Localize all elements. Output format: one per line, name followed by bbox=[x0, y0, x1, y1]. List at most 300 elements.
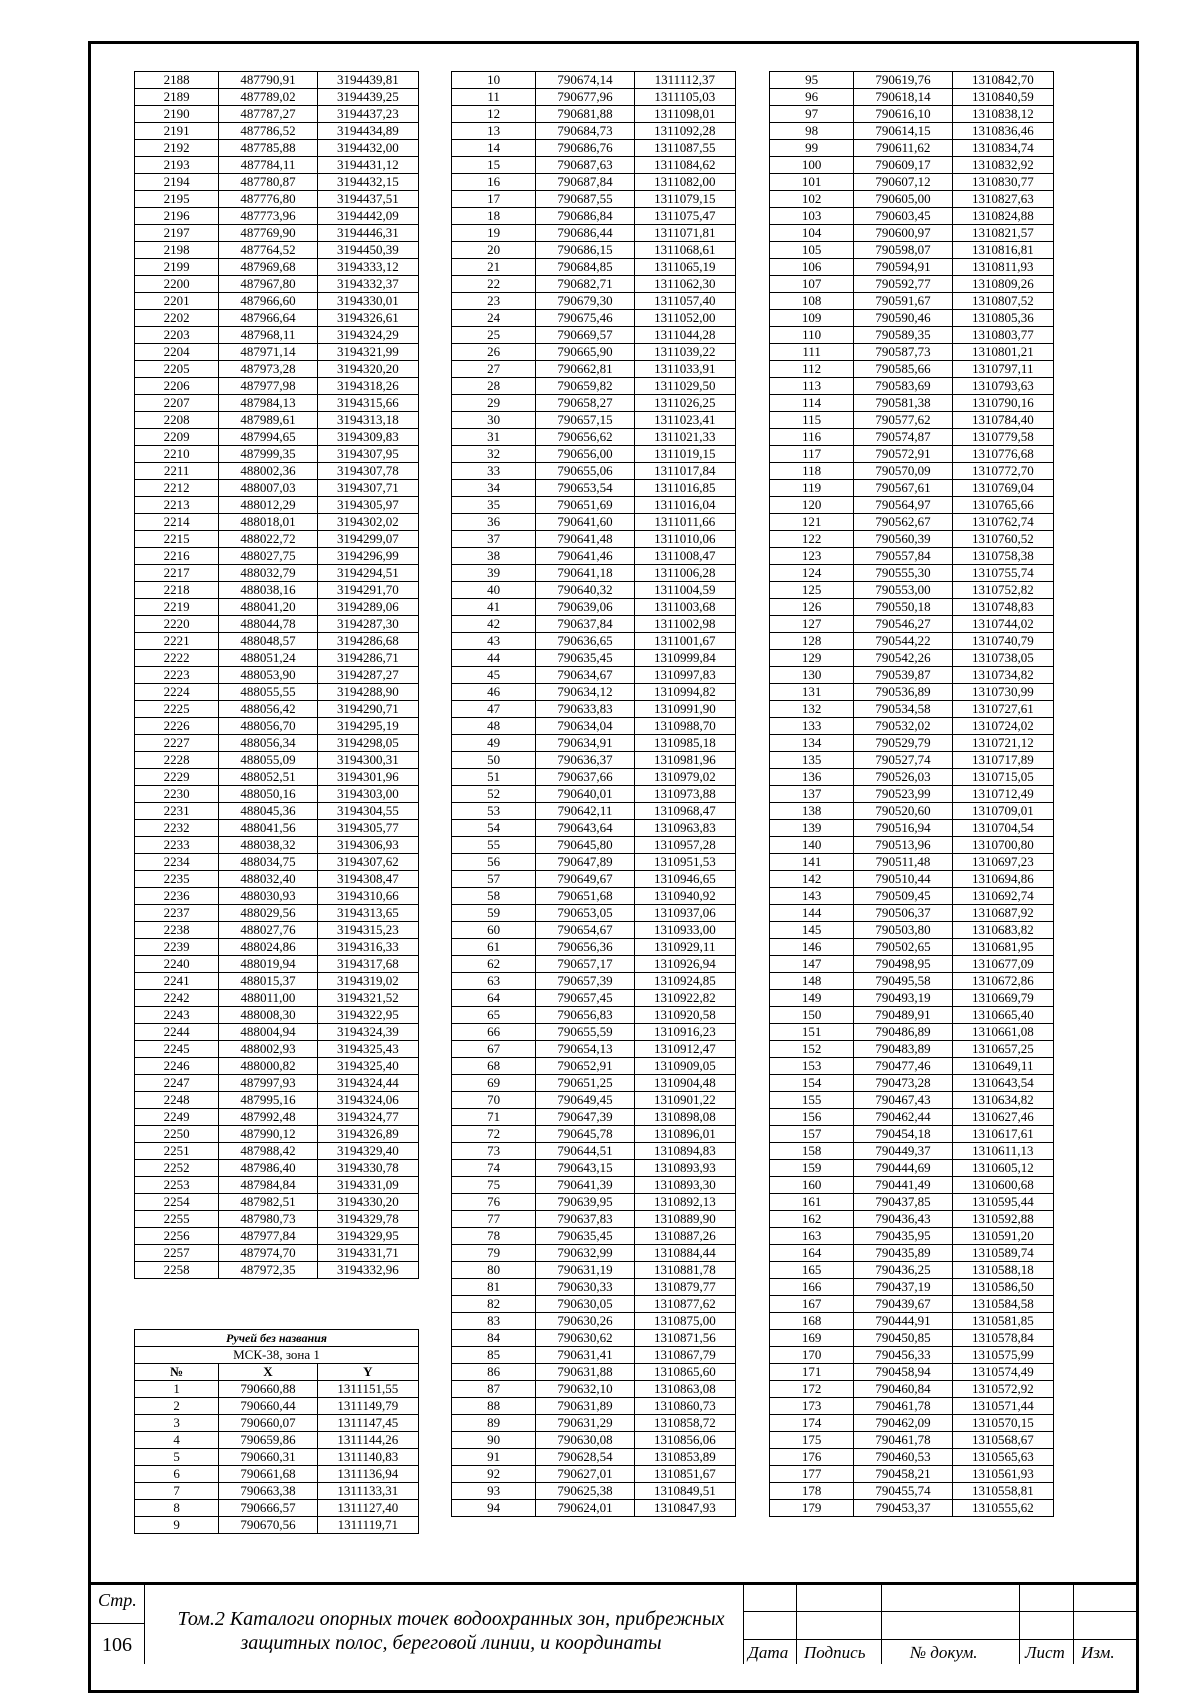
y-coordinate: 1310894,83 bbox=[634, 1143, 735, 1160]
y-coordinate: 3194333,12 bbox=[317, 259, 418, 276]
table-row bbox=[770, 1245, 1054, 1262]
x-coordinate: 487984,84 bbox=[219, 1177, 317, 1194]
x-coordinate: 790657,39 bbox=[536, 973, 634, 990]
table-row bbox=[135, 803, 419, 820]
table-row bbox=[452, 1177, 736, 1194]
x-coordinate: 790560,39 bbox=[854, 531, 952, 548]
point-number: 121 bbox=[770, 514, 854, 531]
point-number: 84 bbox=[452, 1330, 536, 1347]
point-number: 2233 bbox=[135, 837, 219, 854]
x-coordinate: 790436,43 bbox=[854, 1211, 952, 1228]
x-coordinate: 488055,09 bbox=[219, 752, 317, 769]
x-coordinate: 790611,62 bbox=[854, 140, 952, 157]
y-coordinate: 3194324,77 bbox=[317, 1109, 418, 1126]
y-coordinate: 3194450,39 bbox=[317, 242, 418, 259]
point-number: 7 bbox=[135, 1483, 219, 1500]
x-coordinate: 487790,91 bbox=[219, 72, 317, 89]
point-number: 98 bbox=[770, 123, 854, 140]
x-coordinate: 790618,14 bbox=[854, 89, 952, 106]
x-coordinate: 790486,89 bbox=[854, 1024, 952, 1041]
table-row bbox=[770, 429, 1054, 446]
table-row bbox=[770, 72, 1054, 89]
y-coordinate: 3194288,90 bbox=[317, 684, 418, 701]
table-row bbox=[770, 1483, 1054, 1500]
point-number: 90 bbox=[452, 1432, 536, 1449]
point-number: 81 bbox=[452, 1279, 536, 1296]
point-number: 24 bbox=[452, 310, 536, 327]
y-coordinate: 3194320,20 bbox=[317, 361, 418, 378]
y-coordinate: 1311105,03 bbox=[634, 89, 735, 106]
y-coordinate: 1311052,00 bbox=[634, 310, 735, 327]
point-number: 2219 bbox=[135, 599, 219, 616]
point-number: 32 bbox=[452, 446, 536, 463]
table-row bbox=[135, 565, 419, 582]
x-coordinate: 790520,60 bbox=[854, 803, 952, 820]
y-coordinate: 1310904,48 bbox=[634, 1075, 735, 1092]
x-coordinate: 790441,49 bbox=[854, 1177, 952, 1194]
x-coordinate: 790523,99 bbox=[854, 786, 952, 803]
table-row bbox=[135, 327, 419, 344]
table-row bbox=[452, 565, 736, 582]
y-coordinate: 1310863,08 bbox=[634, 1381, 735, 1398]
point-number: 160 bbox=[770, 1177, 854, 1194]
table-row bbox=[770, 548, 1054, 565]
x-coordinate: 790605,00 bbox=[854, 191, 952, 208]
x-coordinate: 790589,35 bbox=[854, 327, 952, 344]
point-number: 126 bbox=[770, 599, 854, 616]
point-number: 20 bbox=[452, 242, 536, 259]
table-row bbox=[452, 276, 736, 293]
point-number: 30 bbox=[452, 412, 536, 429]
point-number: 2190 bbox=[135, 106, 219, 123]
x-coordinate: 790437,19 bbox=[854, 1279, 952, 1296]
y-coordinate: 1311006,28 bbox=[634, 565, 735, 582]
point-number: 2207 bbox=[135, 395, 219, 412]
x-coordinate: 488045,36 bbox=[219, 803, 317, 820]
y-coordinate: 3194303,00 bbox=[317, 786, 418, 803]
point-number: 2221 bbox=[135, 633, 219, 650]
y-coordinate: 1310838,12 bbox=[952, 106, 1053, 123]
x-coordinate: 790513,96 bbox=[854, 837, 952, 854]
y-coordinate: 1311151,55 bbox=[317, 1381, 418, 1398]
y-coordinate: 1310683,82 bbox=[952, 922, 1053, 939]
y-coordinate: 1310985,18 bbox=[634, 735, 735, 752]
point-number: 88 bbox=[452, 1398, 536, 1415]
y-coordinate: 3194324,39 bbox=[317, 1024, 418, 1041]
y-coordinate: 3194316,33 bbox=[317, 939, 418, 956]
y-coordinate: 1311112,37 bbox=[634, 72, 735, 89]
y-coordinate: 1310997,83 bbox=[634, 667, 735, 684]
x-coordinate: 790686,76 bbox=[536, 140, 634, 157]
point-number: 142 bbox=[770, 871, 854, 888]
point-number: 58 bbox=[452, 888, 536, 905]
point-number: 154 bbox=[770, 1075, 854, 1092]
x-coordinate: 488038,16 bbox=[219, 582, 317, 599]
table-row bbox=[770, 786, 1054, 803]
table-row bbox=[770, 412, 1054, 429]
table-row bbox=[452, 140, 736, 157]
x-coordinate: 790458,94 bbox=[854, 1364, 952, 1381]
point-number: 35 bbox=[452, 497, 536, 514]
point-number: 2234 bbox=[135, 854, 219, 871]
point-number: 51 bbox=[452, 769, 536, 786]
y-coordinate: 1310574,49 bbox=[952, 1364, 1053, 1381]
x-coordinate: 487786,52 bbox=[219, 123, 317, 140]
table-row bbox=[770, 191, 1054, 208]
point-number: 12 bbox=[452, 106, 536, 123]
table-row bbox=[135, 123, 419, 140]
y-coordinate: 1310884,44 bbox=[634, 1245, 735, 1262]
point-number: 2205 bbox=[135, 361, 219, 378]
y-coordinate: 1310627,46 bbox=[952, 1109, 1053, 1126]
table-row bbox=[452, 1262, 736, 1279]
point-number: 2238 bbox=[135, 922, 219, 939]
table-row bbox=[452, 616, 736, 633]
point-number: 133 bbox=[770, 718, 854, 735]
y-coordinate: 3194307,62 bbox=[317, 854, 418, 871]
point-number: 2218 bbox=[135, 582, 219, 599]
point-number: 2242 bbox=[135, 990, 219, 1007]
point-number: 2216 bbox=[135, 548, 219, 565]
x-coordinate: 790643,64 bbox=[536, 820, 634, 837]
x-coordinate: 790653,54 bbox=[536, 480, 634, 497]
point-number: 159 bbox=[770, 1160, 854, 1177]
y-coordinate: 1310672,86 bbox=[952, 973, 1053, 990]
table-row bbox=[135, 735, 419, 752]
table-row bbox=[770, 293, 1054, 310]
y-coordinate: 1310816,81 bbox=[952, 242, 1053, 259]
point-number: 93 bbox=[452, 1483, 536, 1500]
point-number: 2194 bbox=[135, 174, 219, 191]
x-coordinate: 790526,03 bbox=[854, 769, 952, 786]
x-coordinate: 790655,59 bbox=[536, 1024, 634, 1041]
x-coordinate: 790687,55 bbox=[536, 191, 634, 208]
point-number: 80 bbox=[452, 1262, 536, 1279]
point-number: 116 bbox=[770, 429, 854, 446]
x-coordinate: 790435,89 bbox=[854, 1245, 952, 1262]
point-number: 2212 bbox=[135, 480, 219, 497]
point-number: 110 bbox=[770, 327, 854, 344]
point-number: 9 bbox=[135, 1517, 219, 1534]
table-row bbox=[770, 140, 1054, 157]
point-number: 2201 bbox=[135, 293, 219, 310]
y-coordinate: 1310946,65 bbox=[634, 871, 735, 888]
x-coordinate: 487789,02 bbox=[219, 89, 317, 106]
table-row bbox=[452, 1194, 736, 1211]
table-row bbox=[135, 361, 419, 378]
y-coordinate: 1310836,46 bbox=[952, 123, 1053, 140]
x-coordinate: 790670,56 bbox=[219, 1517, 317, 1534]
point-number: 75 bbox=[452, 1177, 536, 1194]
y-coordinate: 3194332,96 bbox=[317, 1262, 418, 1279]
y-coordinate: 3194315,66 bbox=[317, 395, 418, 412]
y-coordinate: 3194295,19 bbox=[317, 718, 418, 735]
sheet-label: Лист bbox=[1025, 1643, 1065, 1662]
y-coordinate: 1310575,99 bbox=[952, 1347, 1053, 1364]
point-number: 2256 bbox=[135, 1228, 219, 1245]
y-coordinate: 1311133,31 bbox=[317, 1483, 418, 1500]
point-number: 92 bbox=[452, 1466, 536, 1483]
table-row bbox=[452, 786, 736, 803]
y-coordinate: 1310589,74 bbox=[952, 1245, 1053, 1262]
y-coordinate: 3194310,66 bbox=[317, 888, 418, 905]
table-row bbox=[452, 361, 736, 378]
x-coordinate: 790684,73 bbox=[536, 123, 634, 140]
point-number: 52 bbox=[452, 786, 536, 803]
y-coordinate: 1310847,93 bbox=[634, 1500, 735, 1517]
table-row bbox=[770, 616, 1054, 633]
point-number: 2203 bbox=[135, 327, 219, 344]
point-number: 2222 bbox=[135, 650, 219, 667]
y-coordinate: 1311021,33 bbox=[634, 429, 735, 446]
table-row bbox=[452, 412, 736, 429]
point-number: 59 bbox=[452, 905, 536, 922]
x-coordinate: 790495,58 bbox=[854, 973, 952, 990]
point-number: 71 bbox=[452, 1109, 536, 1126]
table-row bbox=[770, 1194, 1054, 1211]
x-coordinate: 487969,68 bbox=[219, 259, 317, 276]
y-coordinate: 3194439,81 bbox=[317, 72, 418, 89]
x-coordinate: 790630,08 bbox=[536, 1432, 634, 1449]
x-coordinate: 790637,84 bbox=[536, 616, 634, 633]
table-row bbox=[135, 514, 419, 531]
table-row bbox=[770, 1466, 1054, 1483]
y-coordinate: 1310586,50 bbox=[952, 1279, 1053, 1296]
y-coordinate: 1310879,77 bbox=[634, 1279, 735, 1296]
document-title-line-1: Том.2 Каталоги опорных точек водоохранных зон, прибрежных bbox=[177, 1608, 725, 1630]
x-coordinate: 487966,64 bbox=[219, 310, 317, 327]
point-number: 2220 bbox=[135, 616, 219, 633]
x-coordinate: 790656,00 bbox=[536, 446, 634, 463]
point-number: 2215 bbox=[135, 531, 219, 548]
table-row bbox=[452, 854, 736, 871]
point-number: 21 bbox=[452, 259, 536, 276]
y-coordinate: 1311001,67 bbox=[634, 633, 735, 650]
point-number: 36 bbox=[452, 514, 536, 531]
x-coordinate: 487999,35 bbox=[219, 446, 317, 463]
x-coordinate: 790555,30 bbox=[854, 565, 952, 582]
x-coordinate: 488041,20 bbox=[219, 599, 317, 616]
y-coordinate: 1310581,85 bbox=[952, 1313, 1053, 1330]
table-row bbox=[135, 1058, 419, 1075]
table-row bbox=[135, 973, 419, 990]
point-number: 57 bbox=[452, 871, 536, 888]
x-coordinate: 790627,01 bbox=[536, 1466, 634, 1483]
x-coordinate: 790652,91 bbox=[536, 1058, 634, 1075]
y-coordinate: 1310851,67 bbox=[634, 1466, 735, 1483]
y-coordinate: 1310801,21 bbox=[952, 344, 1053, 361]
y-coordinate: 1310909,05 bbox=[634, 1058, 735, 1075]
x-coordinate: 790453,37 bbox=[854, 1500, 952, 1517]
y-coordinate: 3194290,71 bbox=[317, 701, 418, 718]
point-number: 2210 bbox=[135, 446, 219, 463]
y-coordinate: 1310834,74 bbox=[952, 140, 1053, 157]
point-number: 40 bbox=[452, 582, 536, 599]
table-row bbox=[452, 327, 736, 344]
table-row bbox=[770, 1177, 1054, 1194]
point-number: 41 bbox=[452, 599, 536, 616]
point-number: 54 bbox=[452, 820, 536, 837]
y-coordinate: 3194437,51 bbox=[317, 191, 418, 208]
x-coordinate: 487971,14 bbox=[219, 344, 317, 361]
table-row bbox=[452, 1398, 736, 1415]
y-coordinate: 1311119,71 bbox=[317, 1517, 418, 1534]
point-number: 158 bbox=[770, 1143, 854, 1160]
point-number: 162 bbox=[770, 1211, 854, 1228]
point-number: 101 bbox=[770, 174, 854, 191]
point-number: 2 bbox=[135, 1398, 219, 1415]
y-coordinate: 1310755,74 bbox=[952, 565, 1053, 582]
coordinate-system-label: МСК-38, зона 1 bbox=[135, 1347, 419, 1364]
table-row bbox=[135, 1143, 419, 1160]
y-coordinate: 1311079,15 bbox=[634, 191, 735, 208]
y-coordinate: 1310712,49 bbox=[952, 786, 1053, 803]
x-coordinate: 790637,83 bbox=[536, 1211, 634, 1228]
table-row bbox=[770, 1075, 1054, 1092]
table-row bbox=[135, 1398, 419, 1415]
x-coordinate: 487990,12 bbox=[219, 1126, 317, 1143]
x-coordinate: 790635,45 bbox=[536, 650, 634, 667]
y-coordinate: 1310694,86 bbox=[952, 871, 1053, 888]
table-row bbox=[135, 1075, 419, 1092]
point-number: 138 bbox=[770, 803, 854, 820]
x-coordinate: 790643,15 bbox=[536, 1160, 634, 1177]
point-number: 2228 bbox=[135, 752, 219, 769]
table-row bbox=[770, 361, 1054, 378]
x-coordinate: 790489,91 bbox=[854, 1007, 952, 1024]
y-coordinate: 1310963,83 bbox=[634, 820, 735, 837]
x-coordinate: 790503,80 bbox=[854, 922, 952, 939]
table-row bbox=[135, 106, 419, 123]
point-number: 25 bbox=[452, 327, 536, 344]
x-coordinate: 790662,81 bbox=[536, 361, 634, 378]
y-coordinate: 3194432,00 bbox=[317, 140, 418, 157]
y-coordinate: 3194307,95 bbox=[317, 446, 418, 463]
y-coordinate: 1310957,28 bbox=[634, 837, 735, 854]
x-coordinate: 790462,09 bbox=[854, 1415, 952, 1432]
point-number: 156 bbox=[770, 1109, 854, 1126]
x-coordinate: 488024,86 bbox=[219, 939, 317, 956]
point-number: 2248 bbox=[135, 1092, 219, 1109]
x-coordinate: 488032,40 bbox=[219, 871, 317, 888]
table-row bbox=[770, 208, 1054, 225]
y-coordinate: 1311017,84 bbox=[634, 463, 735, 480]
x-coordinate: 790570,09 bbox=[854, 463, 952, 480]
x-coordinate: 488002,93 bbox=[219, 1041, 317, 1058]
table-row bbox=[770, 1432, 1054, 1449]
table-row bbox=[452, 973, 736, 990]
x-coordinate: 790462,44 bbox=[854, 1109, 952, 1126]
y-coordinate: 1310572,92 bbox=[952, 1381, 1053, 1398]
point-number: 13 bbox=[452, 123, 536, 140]
table-row bbox=[770, 837, 1054, 854]
x-coordinate: 790651,69 bbox=[536, 497, 634, 514]
x-coordinate: 790461,78 bbox=[854, 1398, 952, 1415]
table-row bbox=[452, 446, 736, 463]
point-number: 47 bbox=[452, 701, 536, 718]
point-number: 96 bbox=[770, 89, 854, 106]
y-coordinate: 3194330,20 bbox=[317, 1194, 418, 1211]
y-coordinate: 1310893,30 bbox=[634, 1177, 735, 1194]
point-number: 2204 bbox=[135, 344, 219, 361]
x-coordinate: 488048,57 bbox=[219, 633, 317, 650]
table-row bbox=[135, 157, 419, 174]
point-number: 111 bbox=[770, 344, 854, 361]
coordinates-table-right bbox=[769, 71, 1054, 1517]
point-number: 42 bbox=[452, 616, 536, 633]
x-coordinate: 790625,38 bbox=[536, 1483, 634, 1500]
point-number: 113 bbox=[770, 378, 854, 395]
table-row bbox=[452, 1211, 736, 1228]
table-row bbox=[770, 735, 1054, 752]
table-row bbox=[452, 208, 736, 225]
point-number: 161 bbox=[770, 1194, 854, 1211]
point-number: 143 bbox=[770, 888, 854, 905]
y-coordinate: 3194439,25 bbox=[317, 89, 418, 106]
y-coordinate: 1310875,00 bbox=[634, 1313, 735, 1330]
point-number: 2230 bbox=[135, 786, 219, 803]
y-coordinate: 1310916,23 bbox=[634, 1024, 735, 1041]
y-coordinate: 1310709,01 bbox=[952, 803, 1053, 820]
table-row bbox=[452, 514, 736, 531]
table-row bbox=[452, 1364, 736, 1381]
point-number: 102 bbox=[770, 191, 854, 208]
point-number: 176 bbox=[770, 1449, 854, 1466]
table-row bbox=[452, 480, 736, 497]
table-row bbox=[452, 922, 736, 939]
point-number: 22 bbox=[452, 276, 536, 293]
point-number: 2232 bbox=[135, 820, 219, 837]
y-coordinate: 1311092,28 bbox=[634, 123, 735, 140]
x-coordinate: 790444,91 bbox=[854, 1313, 952, 1330]
x-coordinate: 790645,78 bbox=[536, 1126, 634, 1143]
x-coordinate: 790473,28 bbox=[854, 1075, 952, 1092]
y-coordinate: 1310570,15 bbox=[952, 1415, 1053, 1432]
point-number: 107 bbox=[770, 276, 854, 293]
point-number: 11 bbox=[452, 89, 536, 106]
x-coordinate: 790624,01 bbox=[536, 1500, 634, 1517]
table-row bbox=[770, 956, 1054, 973]
y-coordinate: 1310744,02 bbox=[952, 616, 1053, 633]
y-coordinate: 1310821,57 bbox=[952, 225, 1053, 242]
x-coordinate: 488027,75 bbox=[219, 548, 317, 565]
x-coordinate: 790634,67 bbox=[536, 667, 634, 684]
point-number: 137 bbox=[770, 786, 854, 803]
point-number: 2258 bbox=[135, 1262, 219, 1279]
point-number: 135 bbox=[770, 752, 854, 769]
y-coordinate: 1310578,84 bbox=[952, 1330, 1053, 1347]
y-coordinate: 3194432,15 bbox=[317, 174, 418, 191]
table-row bbox=[452, 1449, 736, 1466]
x-coordinate: 790493,19 bbox=[854, 990, 952, 1007]
point-number: 140 bbox=[770, 837, 854, 854]
y-coordinate: 3194304,55 bbox=[317, 803, 418, 820]
x-coordinate: 488056,34 bbox=[219, 735, 317, 752]
point-number: 2206 bbox=[135, 378, 219, 395]
y-coordinate: 1310605,12 bbox=[952, 1160, 1053, 1177]
table-row bbox=[770, 1007, 1054, 1024]
table-row bbox=[770, 701, 1054, 718]
y-coordinate: 1310571,44 bbox=[952, 1398, 1053, 1415]
y-coordinate: 3194302,02 bbox=[317, 514, 418, 531]
y-coordinate: 1310760,52 bbox=[952, 531, 1053, 548]
y-coordinate: 1310617,61 bbox=[952, 1126, 1053, 1143]
y-coordinate: 1310634,82 bbox=[952, 1092, 1053, 1109]
x-coordinate: 790539,87 bbox=[854, 667, 952, 684]
point-number: 167 bbox=[770, 1296, 854, 1313]
x-coordinate: 790679,30 bbox=[536, 293, 634, 310]
x-coordinate: 790630,62 bbox=[536, 1330, 634, 1347]
